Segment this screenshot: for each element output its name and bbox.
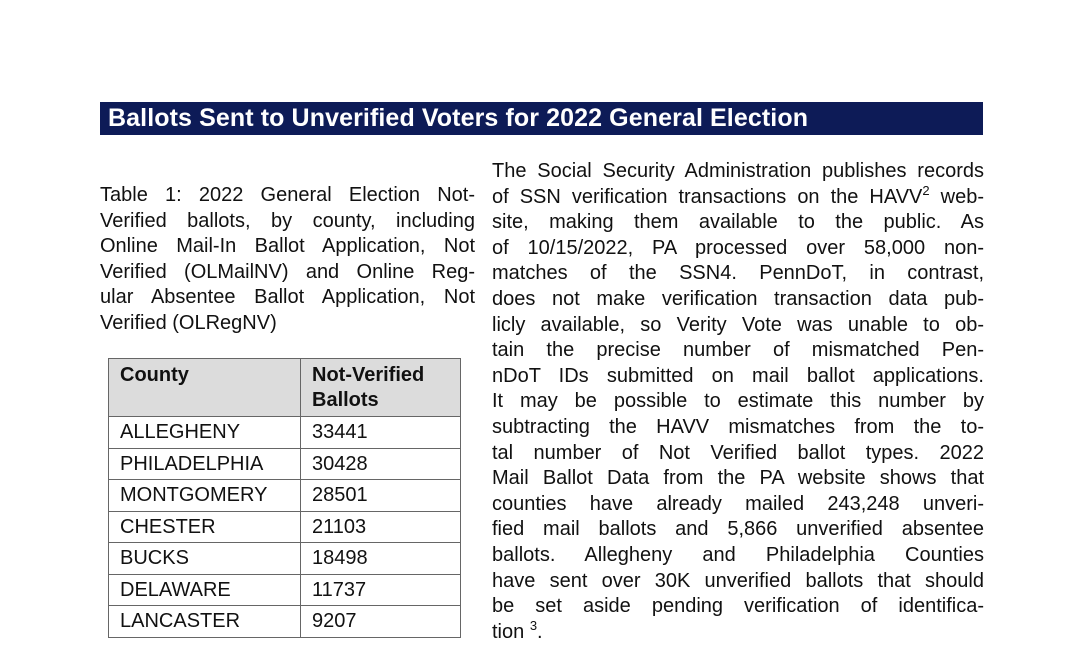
body-line-text: be set aside pending verification of identifica-: [492, 595, 984, 618]
body-line-text: does not make verification transaction data pub-: [492, 287, 984, 310]
county-cell: DELAWARE: [109, 574, 301, 606]
body-line-text: licly available, so Verity Vote was unable to ob-: [492, 313, 984, 336]
ballots-cell: 28501: [301, 480, 461, 512]
table-header-row: [109, 359, 461, 417]
caption-line: ular Absentee Ballot Application, Not: [100, 286, 475, 309]
column-header-not-verified-ballots: Not-Verified Ballots: [301, 359, 461, 417]
body-line-text: matches of the SSN4. PennDoT, in contrast,: [492, 262, 984, 285]
table-row: [109, 448, 461, 480]
body-line-text: ballots. Allegheny and Philadelphia Counties: [492, 543, 984, 566]
body-line: [492, 569, 984, 595]
body-line: [492, 159, 984, 185]
table-row: [109, 480, 461, 512]
county-cell: BUCKS: [109, 543, 301, 575]
table-row: [109, 417, 461, 449]
body-line-text: site, making them available to the public. As: [492, 211, 984, 234]
county-cell: MONTGOMERY: [109, 480, 301, 512]
table-row: [109, 606, 461, 638]
body-line: [492, 338, 984, 364]
body-line-text: of 10/15/2022, PA processed over 58,000 non-: [492, 236, 984, 259]
body-line: [492, 313, 984, 339]
table-row: [109, 511, 461, 543]
body-line: [492, 517, 984, 543]
body-line: [492, 287, 984, 313]
body-line-text: counties have already mailed 243,248 unveri-: [492, 492, 984, 515]
caption-line: Verified ballots, by county, including: [100, 209, 475, 232]
caption-line: Online Mail-In Ballot Application, Not: [100, 235, 475, 258]
county-cell: PHILADELPHIA: [109, 448, 301, 480]
footnote-ref-2[interactable]: 2: [922, 182, 930, 198]
body-line: [492, 210, 984, 236]
body-line-text: .: [537, 620, 543, 643]
body-line-text: fied mail ballots and 5,866 unverified absentee: [492, 518, 984, 541]
ballots-cell: 33441: [301, 417, 461, 449]
table-row: [109, 574, 461, 606]
body-line-text: Mail Ballot Data from the PA website shows that: [492, 467, 984, 490]
ballots-cell: 9207: [301, 606, 461, 638]
body-line-text: The Social Security Administration publishes records: [492, 160, 984, 182]
body-line-text: web-: [929, 185, 984, 208]
body-line: [492, 617, 984, 646]
body-line: [492, 492, 984, 518]
caption-line: Verified (OLMailNV) and Online Reg-: [100, 260, 475, 283]
body-line-text: tion: [492, 620, 530, 643]
body-line-text: subtracting the HAVV mismatches from the to-: [492, 415, 984, 438]
caption-line: Verified (OLRegNV): [100, 311, 277, 334]
county-cell: CHESTER: [109, 511, 301, 543]
column-header-county: County: [109, 359, 301, 417]
body-line: [492, 261, 984, 287]
body-line: [492, 236, 984, 262]
body-line: [492, 389, 984, 415]
section-title-bar: [100, 102, 983, 135]
body-line: [492, 594, 984, 620]
body-line-text: It may be possible to estimate this number by: [492, 390, 984, 413]
county-cell: ALLEGHENY: [109, 417, 301, 449]
table-row: [109, 543, 461, 575]
body-paragraph: [492, 159, 984, 645]
body-line: [492, 364, 984, 390]
body-line: [492, 415, 984, 441]
ballots-cell: 11737: [301, 574, 461, 606]
body-line-text: tal number of Not Verified ballot types. 2022: [492, 441, 984, 464]
body-line: [492, 466, 984, 492]
body-line: [492, 543, 984, 569]
body-line-text: nDoT IDs submitted on mail ballot applications.: [492, 364, 984, 387]
caption-line: Table 1: 2022 General Election Not-: [100, 184, 475, 206]
body-line-text: of SSN verification transactions on the HAVV: [492, 185, 923, 208]
body-line-text: have sent over 30K unverified ballots that should: [492, 569, 984, 592]
table-caption: [100, 183, 475, 337]
ballots-cell: 30428: [301, 448, 461, 480]
county-ballots-table: [108, 358, 461, 638]
body-line: [492, 441, 984, 467]
footnote-ref-3[interactable]: 3: [529, 617, 538, 633]
section-title: Ballots Sent to Unverified Voters for 2022 General Election: [108, 104, 809, 132]
body-line: [492, 182, 984, 211]
county-cell: LANCASTER: [109, 606, 301, 638]
ballots-cell: 18498: [301, 543, 461, 575]
ballots-cell: 21103: [301, 511, 461, 543]
body-line-text: tain the precise number of mismatched Pen-: [492, 339, 984, 362]
